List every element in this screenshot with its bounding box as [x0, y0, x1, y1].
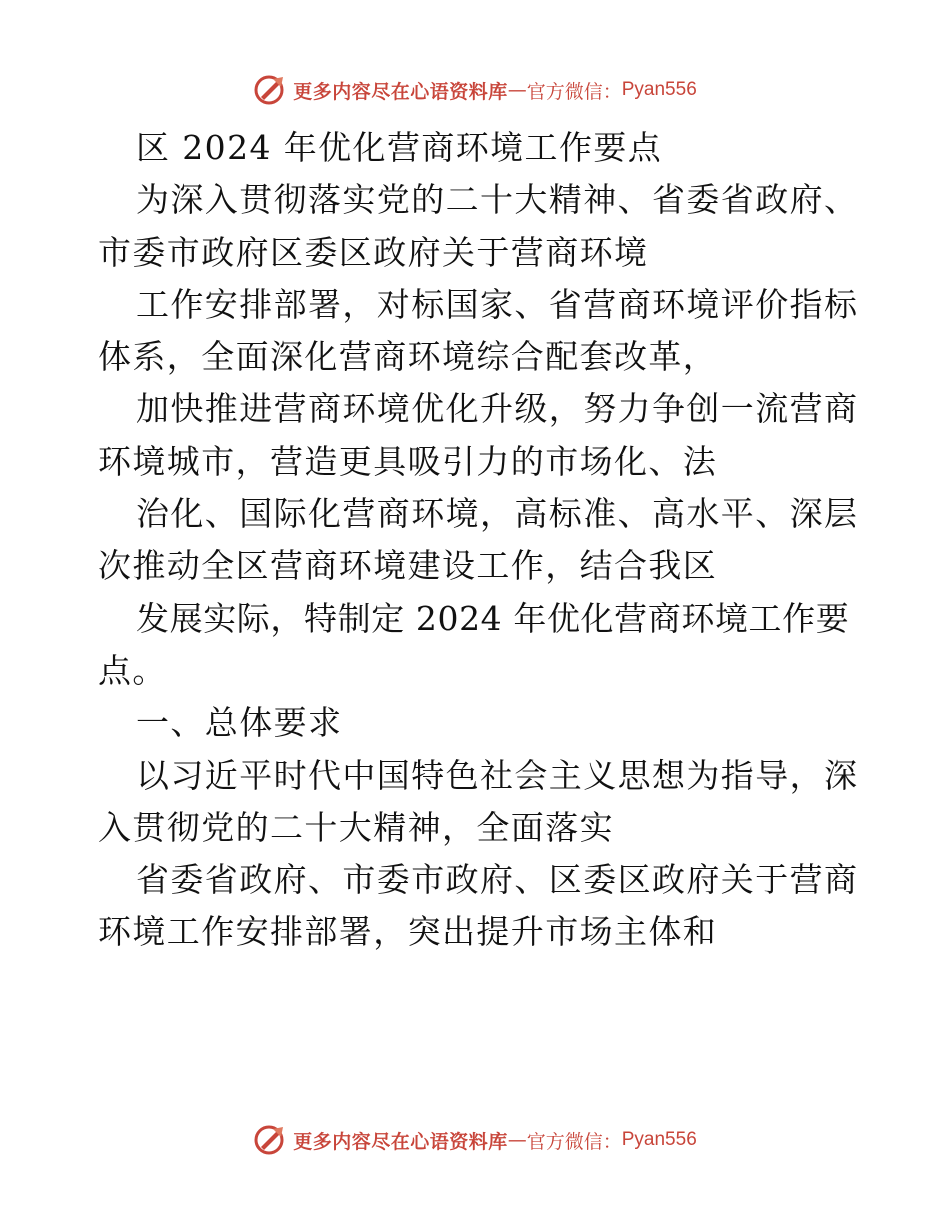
watermark-wechat-label: 官方微信： — [526, 1130, 622, 1153]
footer-watermark — [0, 1120, 950, 1160]
watermark-separator: — — [507, 79, 527, 101]
paragraph-line: 入贯彻党的二十大精神，全面落实 — [98, 807, 614, 847]
paragraph-line: 加快推进营商环境优化升级，努力争创一流营商 — [136, 389, 859, 429]
paragraph-line: 点。 — [98, 650, 167, 690]
paragraph-line: 省委省政府、市委市政府、区委区政府关于营商 — [136, 860, 859, 900]
paragraph-line: 治化、国际化营商环境，高标准、高水平、深层 — [136, 494, 859, 534]
watermark-brand: 更多内容尽在心语资料库 — [293, 1130, 508, 1153]
watermark-wechat-id: Pyan556 — [621, 1129, 697, 1150]
section-heading: 一、总体要求 — [136, 703, 343, 743]
document-body — [98, 122, 858, 959]
watermark-separator: — — [507, 1129, 527, 1151]
header-watermark — [0, 70, 950, 110]
paragraph-line: 市委市政府区委区政府关于营商环境 — [98, 232, 649, 272]
paragraph-line: 为深入贯彻落实党的二十大精神、省委省政府、 — [136, 180, 859, 220]
watermark-wechat-id: Pyan556 — [621, 79, 697, 100]
paragraph-line: 发展实际，特制定 2024 年优化营商环境工作要 — [136, 598, 850, 638]
paragraph-line: 环境城市，营造更具吸引力的市场化、法 — [98, 441, 718, 481]
paragraph-line: 体系，全面深化营商环境综合配套改革， — [98, 337, 718, 377]
watermark-wechat-label: 官方微信： — [526, 80, 622, 103]
paragraph-line: 工作安排部署，对标国家、省营商环境评价指标 — [136, 284, 859, 324]
paragraph-line: 环境工作安排部署，突出提升市场主体和 — [98, 912, 718, 952]
paragraph-line: 以习近平时代中国特色社会主义思想为指导，深 — [136, 755, 859, 795]
watermark-brand: 更多内容尽在心语资料库 — [293, 80, 508, 103]
paragraph-line: 次推动全区营商环境建设工作，结合我区 — [98, 546, 718, 586]
document-title: 区 2024 年优化营商环境工作要点 — [136, 128, 663, 167]
red-quill-logo-icon — [253, 73, 287, 107]
red-quill-logo-icon — [253, 1123, 287, 1157]
